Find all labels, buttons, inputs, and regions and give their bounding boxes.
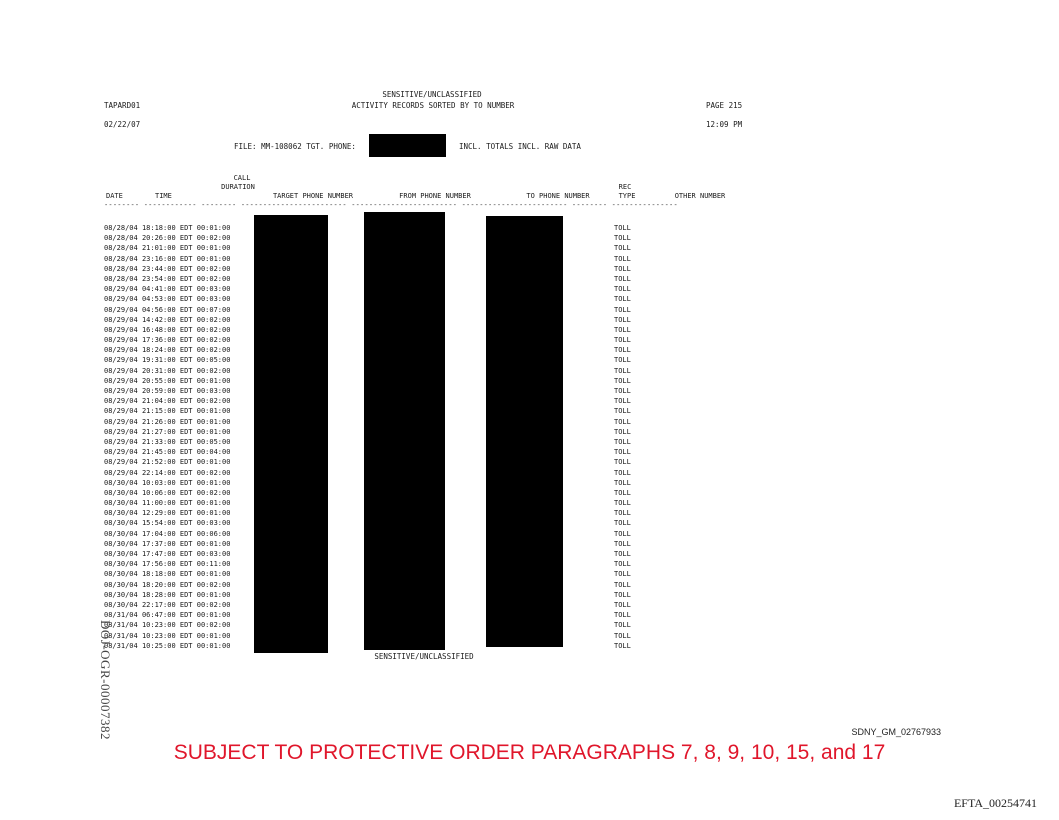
row-rec-type: TOLL [614, 611, 631, 620]
table-row [104, 529, 230, 539]
report-id: TAPARD01 [104, 101, 141, 110]
redaction-to-column [486, 216, 563, 647]
redaction-from-column [364, 212, 445, 650]
row-date: 08/29/04 [104, 325, 138, 334]
row-time: 23:16:00 EDT [141, 254, 193, 263]
row-rec-type: TOLL [614, 315, 631, 324]
table-row [104, 468, 230, 478]
row-duration: 00:01:00 [196, 407, 231, 416]
row-duration: 00:02:00 [196, 325, 231, 334]
row-time: 04:53:00 EDT [141, 295, 193, 304]
row-duration: 00:01:00 [196, 590, 231, 599]
row-duration: 00:07:00 [196, 305, 231, 314]
row-duration: 00:02:00 [196, 366, 231, 375]
row-duration: 00:02:00 [196, 580, 231, 589]
row-date: 08/28/04 [104, 254, 138, 263]
row-rec-type: TOLL [614, 519, 631, 528]
row-rec-type: TOLL [614, 529, 631, 538]
row-time: 22:14:00 EDT [141, 468, 193, 477]
row-duration: 00:03:00 [196, 285, 231, 294]
row-date: 08/30/04 [104, 580, 138, 589]
row-rec-type: TOLL [614, 274, 631, 283]
table-row [104, 406, 230, 416]
row-duration: 00:03:00 [196, 519, 231, 528]
row-date: 08/30/04 [104, 478, 138, 487]
report-date: 02/22/07 [104, 120, 141, 129]
row-time: 18:20:00 EDT [141, 580, 193, 589]
row-date: 08/30/04 [104, 560, 138, 569]
row-duration: 00:01:00 [196, 417, 231, 426]
row-time: 04:41:00 EDT [141, 285, 193, 294]
table-row [104, 559, 230, 569]
row-time: 17:56:00 EDT [141, 560, 193, 569]
row-date: 08/29/04 [104, 397, 138, 406]
row-date: 08/30/04 [104, 529, 138, 538]
table-row [104, 274, 230, 284]
table-row [104, 345, 230, 355]
row-date: 08/29/04 [104, 285, 138, 294]
row-date: 08/30/04 [104, 499, 138, 508]
table-row [104, 620, 230, 630]
row-duration: 00:02:00 [196, 264, 231, 273]
row-time: 10:25:00 EDT [141, 641, 193, 650]
row-rec-type: TOLL [614, 366, 631, 375]
row-time: 17:47:00 EDT [141, 550, 193, 558]
row-duration: 00:03:00 [196, 387, 231, 395]
row-rec-type: TOLL [614, 550, 631, 558]
row-date: 08/29/04 [104, 458, 138, 467]
row-date: 08/29/04 [104, 305, 138, 314]
row-rec-type: TOLL [614, 631, 631, 640]
page-number: PAGE 215 [706, 101, 743, 110]
row-date: 08/30/04 [104, 570, 138, 579]
table-row [104, 294, 230, 304]
row-date: 08/31/04 [104, 611, 138, 620]
row-duration: 00:01:00 [196, 224, 231, 232]
row-duration: 00:02:00 [196, 336, 231, 345]
row-rec-type: TOLL [614, 488, 631, 497]
table-row [104, 437, 230, 447]
row-date: 08/29/04 [104, 356, 138, 365]
row-duration: 00:06:00 [196, 529, 231, 538]
row-duration: 00:01:00 [196, 631, 231, 640]
row-time: 20:26:00 EDT [141, 234, 193, 243]
table-row [104, 610, 230, 620]
row-time: 21:52:00 EDT [141, 458, 193, 467]
row-rec-type: TOLL [614, 407, 631, 416]
row-duration: 00:01:00 [196, 509, 231, 518]
row-duration: 00:05:00 [196, 356, 231, 365]
row-rec-type: TOLL [614, 641, 631, 650]
row-date: 08/30/04 [104, 590, 138, 599]
row-duration: 00:04:00 [196, 448, 231, 457]
row-time: 14:42:00 EDT [141, 315, 193, 324]
row-rec-type: TOLL [614, 397, 631, 406]
bates-number: SDNY_GM_02767933 [851, 727, 941, 737]
side-stamp: DOJ-OGR-00007382 [98, 620, 113, 740]
row-duration: 00:01:00 [196, 499, 231, 508]
row-date: 08/29/04 [104, 336, 138, 345]
row-rec-type: TOLL [614, 346, 631, 355]
row-rec-type: TOLL [614, 264, 631, 273]
table-row [104, 264, 230, 274]
table-row [104, 641, 230, 651]
row-duration: 00:02:00 [196, 488, 231, 497]
row-date: 08/30/04 [104, 519, 138, 528]
row-time: 21:15:00 EDT [141, 407, 193, 416]
row-date: 08/29/04 [104, 366, 138, 375]
file-line-right: INCL. TOTALS INCL. RAW DATA [459, 142, 581, 151]
table-row [104, 427, 230, 437]
col-from-phone: FROM PHONE NUMBER [399, 192, 471, 200]
row-rec-type: TOLL [614, 336, 631, 345]
row-time: 23:44:00 EDT [141, 264, 193, 273]
header-rule: -------- ------------ -------- ------------------------ ------------------------ ------------------------ -------- --------------- [104, 201, 678, 209]
row-date: 08/29/04 [104, 295, 138, 304]
row-time: 15:54:00 EDT [141, 519, 193, 528]
report-title: ACTIVITY RECORDS SORTED BY TO NUMBER [351, 101, 515, 110]
table-row [104, 580, 230, 590]
row-date: 08/31/04 [104, 631, 138, 640]
row-date: 08/29/04 [104, 468, 138, 477]
table-row [104, 478, 230, 488]
row-date: 08/28/04 [104, 244, 138, 253]
row-rec-type: TOLL [614, 356, 631, 365]
col-rec-label: REC [618, 183, 632, 191]
row-rec-type: TOLL [614, 295, 631, 304]
row-rec-type: TOLL [614, 376, 631, 385]
table-row [104, 315, 230, 325]
row-date: 08/28/04 [104, 274, 138, 283]
row-time: 20:55:00 EDT [141, 376, 193, 385]
row-time: 18:18:00 EDT [141, 224, 193, 232]
row-time: 17:37:00 EDT [141, 539, 193, 548]
row-time: 17:36:00 EDT [141, 336, 193, 345]
row-duration: 00:02:00 [196, 274, 231, 283]
row-date: 08/29/04 [104, 407, 138, 416]
row-duration: 00:02:00 [196, 234, 231, 243]
table-row [104, 335, 230, 345]
row-rec-type: TOLL [614, 254, 631, 263]
table-row [104, 600, 230, 610]
row-rec-type: TOLL [614, 244, 631, 253]
row-duration: 00:03:00 [196, 550, 231, 558]
efta-number: EFTA_00254741 [953, 796, 1037, 810]
row-rec-type: TOLL [614, 590, 631, 599]
row-duration: 00:02:00 [196, 621, 231, 630]
table-row [104, 457, 230, 467]
row-duration: 00:05:00 [196, 437, 231, 446]
row-rec-type: TOLL [614, 427, 631, 436]
row-duration: 00:01:00 [196, 611, 231, 620]
row-time: 20:31:00 EDT [141, 366, 193, 375]
file-line-left: FILE: MM-108062 TGT. PHONE: [234, 142, 356, 151]
row-duration: 00:01:00 [196, 570, 231, 579]
row-rec-type: TOLL [614, 224, 631, 232]
row-rec-type: TOLL [614, 305, 631, 314]
row-time: 21:27:00 EDT [141, 427, 193, 436]
row-time: 21:26:00 EDT [141, 417, 193, 426]
row-time: 11:00:00 EDT [141, 499, 193, 508]
row-time: 10:23:00 EDT [141, 631, 193, 640]
table-row [104, 305, 230, 315]
redaction-target-phone [369, 134, 446, 157]
row-duration: 00:02:00 [196, 315, 231, 324]
row-duration: 00:11:00 [196, 560, 231, 569]
row-time: 18:28:00 EDT [141, 590, 193, 599]
row-date: 08/29/04 [104, 417, 138, 426]
row-time: 21:45:00 EDT [141, 448, 193, 457]
row-rec-type: TOLL [614, 437, 631, 446]
row-date: 08/30/04 [104, 600, 138, 609]
table-row [104, 631, 230, 641]
table-row [104, 518, 230, 528]
row-duration: 00:01:00 [196, 376, 231, 385]
table-row [104, 488, 230, 498]
rec-type-list [614, 223, 631, 651]
row-time: 12:29:00 EDT [141, 509, 193, 518]
row-time: 21:01:00 EDT [141, 244, 193, 253]
table-row [104, 569, 230, 579]
row-rec-type: TOLL [614, 580, 631, 589]
col-time: TIME [155, 192, 172, 200]
col-other-number: OTHER NUMBER [674, 192, 726, 200]
row-duration: 00:01:00 [196, 539, 231, 548]
row-time: 10:23:00 EDT [141, 621, 193, 630]
table-row [104, 498, 230, 508]
row-time: 10:06:00 EDT [141, 488, 193, 497]
row-time: 16:48:00 EDT [141, 325, 193, 334]
row-rec-type: TOLL [614, 468, 631, 477]
row-date: 08/29/04 [104, 376, 138, 385]
row-duration: 00:02:00 [196, 600, 231, 609]
row-duration: 00:01:00 [196, 458, 231, 467]
row-date: 08/30/04 [104, 509, 138, 518]
table-row [104, 284, 230, 294]
row-date: 08/30/04 [104, 539, 138, 548]
classification-bottom: SENSITIVE/UNCLASSIFIED [374, 652, 474, 661]
protective-order-notice: SUBJECT TO PROTECTIVE ORDER PARAGRAPHS 7, 8, 9, 10, 15, and 17 [173, 741, 886, 764]
table-row [104, 396, 230, 406]
row-rec-type: TOLL [614, 499, 631, 508]
row-time: 18:18:00 EDT [141, 570, 193, 579]
table-row [104, 447, 230, 457]
table-row [104, 417, 230, 427]
row-rec-type: TOLL [614, 560, 631, 569]
row-time: 23:54:00 EDT [141, 274, 193, 283]
row-date: 08/28/04 [104, 224, 138, 232]
row-date: 08/29/04 [104, 437, 138, 446]
row-time: 19:31:00 EDT [141, 356, 193, 365]
col-duration-label: DURATION [221, 183, 255, 191]
table-row [104, 233, 230, 243]
row-rec-type: TOLL [614, 387, 631, 395]
row-duration: 00:01:00 [196, 244, 231, 253]
row-duration: 00:01:00 [196, 427, 231, 436]
row-rec-type: TOLL [614, 417, 631, 426]
row-time: 17:04:00 EDT [141, 529, 193, 538]
row-duration: 00:02:00 [196, 468, 231, 477]
row-date: 08/28/04 [104, 234, 138, 243]
table-row [104, 386, 230, 396]
row-rec-type: TOLL [614, 478, 631, 487]
classification-top: SENSITIVE/UNCLASSIFIED [382, 90, 482, 99]
row-rec-type: TOLL [614, 448, 631, 457]
row-duration: 00:01:00 [196, 478, 231, 487]
row-date: 08/29/04 [104, 448, 138, 457]
col-date: DATE [106, 192, 123, 200]
row-rec-type: TOLL [614, 621, 631, 630]
row-rec-type: TOLL [614, 234, 631, 243]
row-time: 21:33:00 EDT [141, 437, 193, 446]
table-row [104, 508, 230, 518]
table-row [104, 376, 230, 386]
report-time: 12:09 PM [706, 120, 743, 129]
table-row [104, 366, 230, 376]
row-date: 08/29/04 [104, 427, 138, 436]
row-duration: 00:01:00 [196, 254, 231, 263]
row-date: 08/29/04 [104, 315, 138, 324]
table-row [104, 223, 230, 233]
row-duration: 00:02:00 [196, 346, 231, 355]
row-duration: 00:01:00 [196, 641, 231, 650]
table-row [104, 355, 230, 365]
row-date: 08/30/04 [104, 550, 138, 558]
table-row [104, 254, 230, 264]
row-rec-type: TOLL [614, 458, 631, 467]
row-date: 08/31/04 [104, 641, 138, 650]
col-type: TYPE [618, 192, 636, 200]
row-date: 08/28/04 [104, 264, 138, 273]
table-row [104, 243, 230, 253]
row-date: 08/31/04 [104, 621, 138, 630]
row-time: 04:56:00 EDT [141, 305, 193, 314]
row-rec-type: TOLL [614, 325, 631, 334]
row-duration: 00:03:00 [196, 295, 231, 304]
table-row [104, 549, 230, 559]
row-rec-type: TOLL [614, 285, 631, 294]
row-time: 18:24:00 EDT [141, 346, 193, 355]
row-rec-type: TOLL [614, 570, 631, 579]
col-to-phone: TO PHONE NUMBER [526, 192, 590, 200]
row-duration: 00:02:00 [196, 397, 231, 406]
col-target-phone: TARGET PHONE NUMBER [272, 192, 354, 200]
row-date: 08/30/04 [104, 488, 138, 497]
row-date: 08/29/04 [104, 387, 138, 395]
row-date: 08/29/04 [104, 346, 138, 355]
row-time: 10:03:00 EDT [141, 478, 193, 487]
row-time: 06:47:00 EDT [141, 611, 193, 620]
row-time: 20:59:00 EDT [141, 387, 193, 395]
table-row [104, 539, 230, 549]
redaction-target-column [254, 215, 328, 653]
records-list [104, 223, 230, 651]
row-time: 21:04:00 EDT [141, 397, 193, 406]
table-row [104, 590, 230, 600]
row-rec-type: TOLL [614, 600, 631, 609]
col-call-label: CALL [233, 174, 251, 182]
row-rec-type: TOLL [614, 539, 631, 548]
row-time: 22:17:00 EDT [141, 600, 193, 609]
row-rec-type: TOLL [614, 509, 631, 518]
table-row [104, 325, 230, 335]
